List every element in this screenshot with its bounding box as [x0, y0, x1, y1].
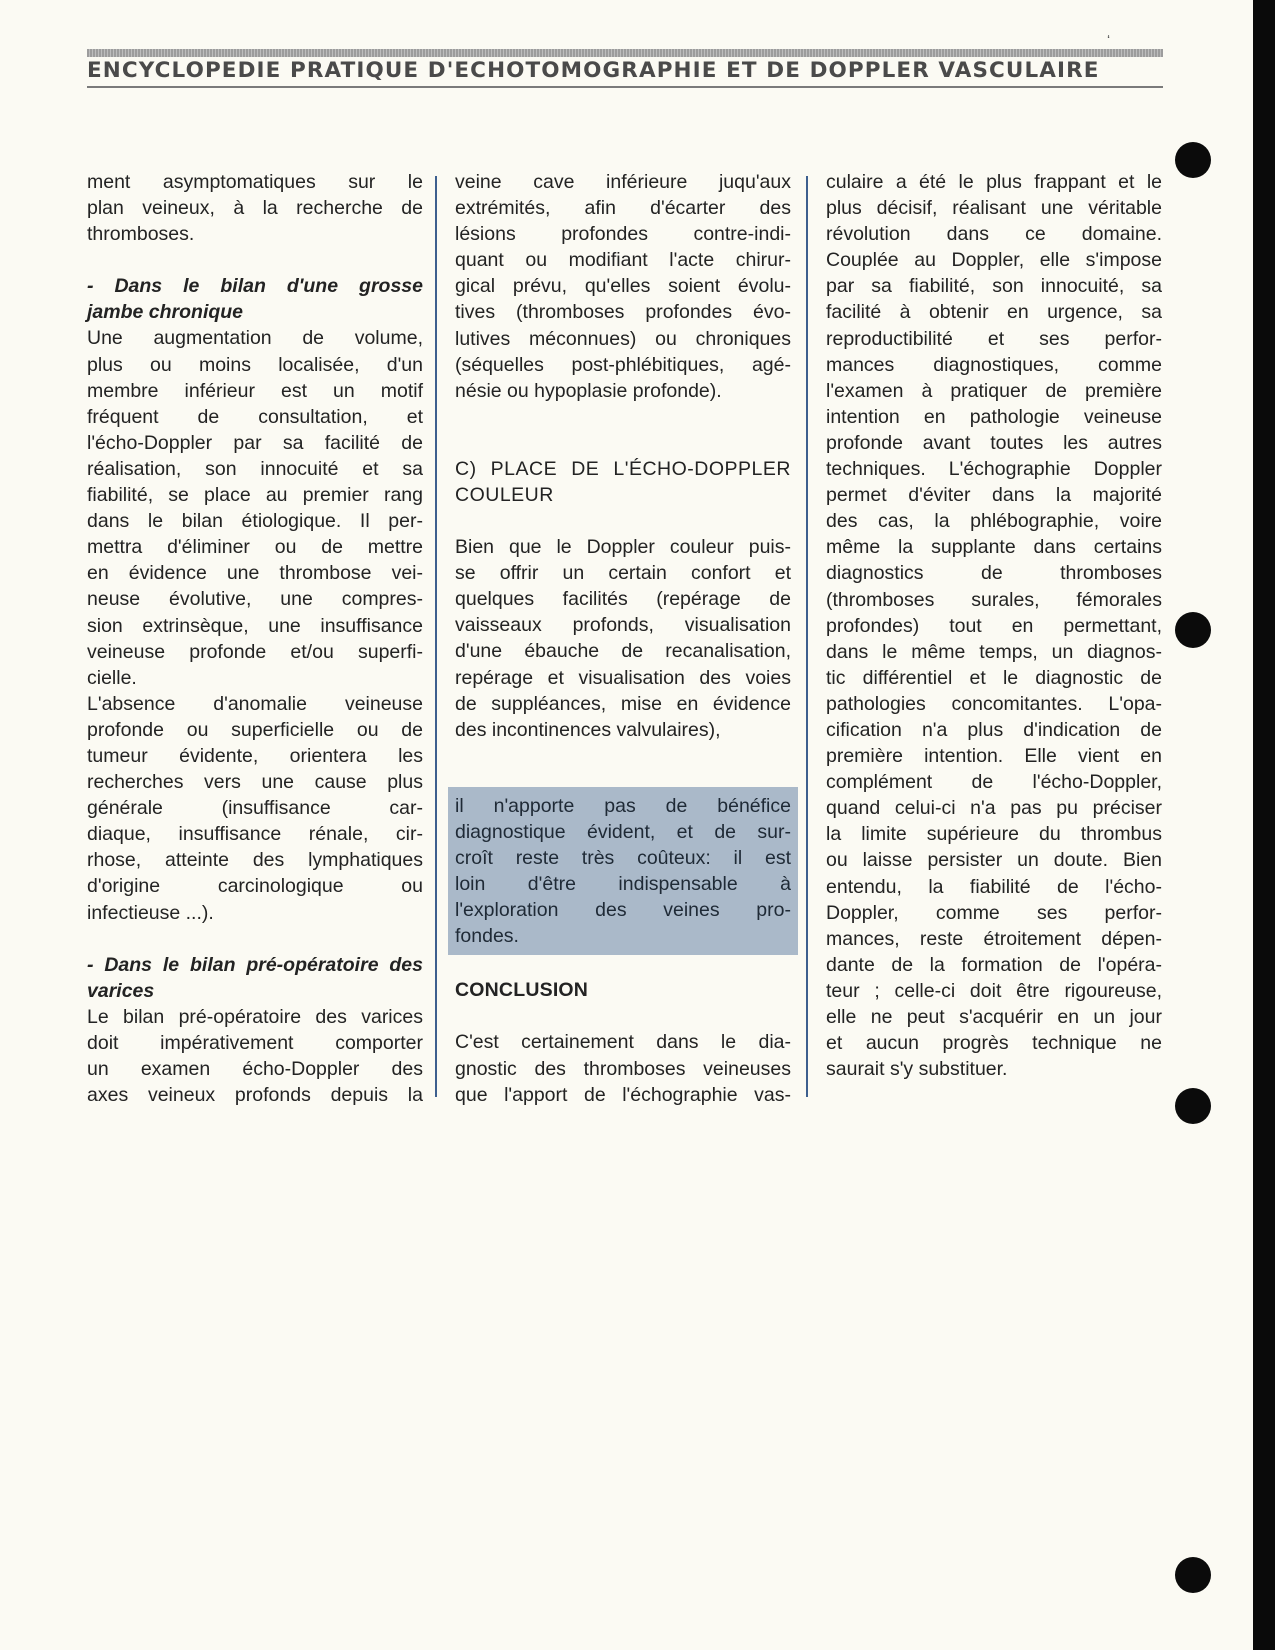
section-heading-bilan-preoperatoire: - Dans le bilan pré-opératoire des varices	[87, 953, 423, 1002]
header-rule	[87, 49, 1163, 57]
page-edge-shadow	[1253, 0, 1275, 1650]
punch-hole	[1175, 142, 1211, 178]
punch-hole	[1175, 1557, 1211, 1593]
column-divider	[806, 176, 808, 1097]
paragraph-doppler-couleur: Bien que le Doppler couleur puis- se offrir un certain confort et quelques facilités (repérage de vaisseaux profonds, visualisation d'une ébauche de recanalisation, repérage et visualisation des voies de suppléances, mise en évidence des incontinences valvulaires),	[455, 536, 791, 741]
text-column-2	[455, 169, 791, 1108]
section-heading-echo-doppler-couleur: C) PLACE DE L'ÉCHO-DOPPLER COULEUR	[455, 457, 791, 506]
punch-hole	[1175, 612, 1211, 648]
paragraph-conclusion-continued: culaire a été le plus frappant et le plus décisif, réalisant une véritable révolution dans ce domaine. Couplée au Doppler, elle s'impose par sa fiabilité, son innocuité, sa facilité à obtenir en urgence, sa reproductibilité et ses perfor- mances diagnostiques, comme l'examen à pratiquer de première intention en pathologie veineuse profonde avant toutes les autres techniques. L'échographie Doppler permet d'éviter dans la majorité des cas, la phlébographie, voire même la supplante dans certains diagnostics de thromboses (thromboses surales, fémorales profondes) tout en permettant, dans le même temps, un diagnos- tic différentiel et le diagnostic de pathologies concomitantes. L'opa- cification n'a plus d'indication de première intention. Elle vient en complément de l'écho-Doppler, quand celui-ci n'a pas pu préciser la limite supérieure du thrombus ou laisse persister un doute. Bien entendu, la fiabilité de l'écho- Doppler, comme ses perfor- mances, reste étroitement dépen- dante de la formation de l'opéra- teur ; celle-ci doit être rigoureuse, elle ne peut s'acquérir en un jour et aucun progrès technique ne saurait s'y substituer.	[826, 171, 1162, 1081]
paragraph-bilan-preoperatoire: Le bilan pré-opératoire des varices doit impérativement comporter un examen écho-Doppler des axes veineux profonds depuis la	[87, 1005, 423, 1107]
text-column-1	[87, 169, 423, 1108]
conclusion-heading: CONCLUSION	[455, 979, 589, 1002]
highlighted-callout: il n'apporte pas de bénéfice diagnostique évident, et de sur- croît reste très coûteux: il est loin d'être indispensable à l'exploration des veines pro- fondes.	[448, 787, 798, 956]
header-underline	[87, 86, 1163, 88]
paragraph-grosse-jambe: Une augmentation de volume, plus ou moins localisée, d'un membre inférieur est un motif fréquent de consultation, et l'écho-Doppler par sa facilité de réalisation, son innocuité et sa fiabilité, se place au premier rang dans le bilan étiologique. Il per- mettra d'éliminer ou de mettre en évidence une thrombose vei- neuse évolutive, une compres- sion extrinsèque, une insuffisance veineuse profonde et/ou superfi- cielle.	[87, 327, 423, 689]
punch-hole	[1175, 1088, 1211, 1124]
paragraph-conclusion-start: C'est certainement dans le dia- gnostic des thromboses veineuses que l'apport de l'échographie vas-	[455, 1031, 791, 1106]
column-divider	[435, 176, 437, 1097]
running-header-title: ENCYCLOPEDIE PRATIQUE D'ECHOTOMOGRAPHIE ET DE DOPPLER VASCULAIRE	[87, 58, 1100, 83]
text-column-3	[826, 169, 1162, 1082]
paragraph-absence-anomalie: L'absence d'anomalie veineuse profonde ou superficielle ou de tumeur évidente, orientera les recherches vers une cause plus générale (insuffisance car- diaque, insuffisance rénale, cir- rhose, atteinte des lymphatiques d'origine carcinologique ou infectieuse ...).	[87, 692, 423, 924]
intro-paragraph: ment asymptomatiques sur le plan veineux, à la recherche de thromboses.	[87, 171, 423, 246]
header-mark: ʻ	[1107, 32, 1111, 48]
paragraph-veine-cave: veine cave inférieure juqu'aux extrémités, afin d'écarter des lésions profondes contre-indi- quant ou modifiant l'acte chirur- gical prévu, qu'elles soient évolu- tives (thromboses profondes évo- lutives méconnues) ou chroniques (séquelles post-phlébitiques, agé- nésie ou hypoplasie profonde).	[455, 171, 791, 402]
section-heading-grosse-jambe: - Dans le bilan d'une grosse jambe chronique	[87, 275, 423, 324]
